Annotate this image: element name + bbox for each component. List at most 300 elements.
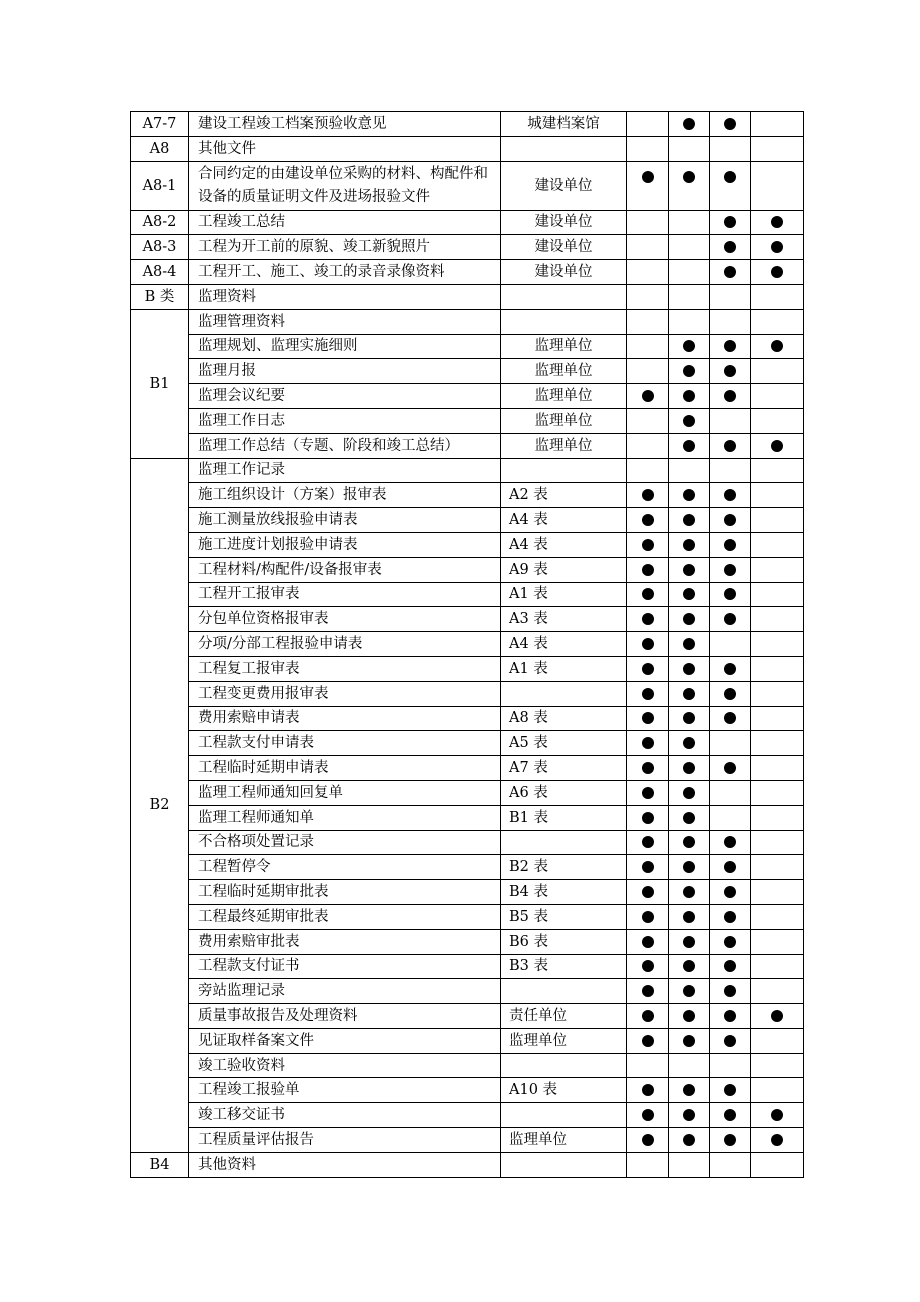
- table-row: [131, 607, 804, 632]
- filled-dot-icon: [724, 365, 736, 377]
- archive-mark-cell-2: [669, 656, 710, 681]
- filled-dot-icon: [642, 564, 654, 576]
- filled-dot-icon: [724, 1010, 736, 1022]
- table-row: [131, 954, 804, 979]
- filled-dot-icon: [683, 1010, 695, 1022]
- responsible-unit-cell: 城建档案馆: [501, 112, 627, 137]
- item-name-cell: 工程临时延期审批表: [189, 880, 501, 905]
- filled-dot-icon: [642, 712, 654, 724]
- archive-mark-cell-4: [751, 235, 804, 260]
- filled-dot-icon: [724, 762, 736, 774]
- archive-mark-cell-2: [669, 359, 710, 384]
- table-row: [131, 433, 804, 458]
- archive-mark-cell-3: [710, 756, 751, 781]
- archive-mark-cell-3: [710, 408, 751, 433]
- item-name-cell: 工程款支付证书: [189, 954, 501, 979]
- filled-dot-icon: [683, 836, 695, 848]
- item-name-cell: 工程开工、施工、竣工的录音录像资料: [189, 260, 501, 285]
- archive-mark-cell-3: [710, 532, 751, 557]
- archive-mark-cell-1: [627, 284, 669, 309]
- archive-mark-cell-4: [751, 830, 804, 855]
- filled-dot-icon: [642, 886, 654, 898]
- archive-mark-cell-4: [751, 632, 804, 657]
- archive-mark-cell-2: [669, 433, 710, 458]
- archive-mark-cell-2: [669, 929, 710, 954]
- archive-mark-cell-2: [669, 1028, 710, 1053]
- filled-dot-icon: [642, 588, 654, 600]
- responsible-unit-cell: A1 表: [501, 582, 627, 607]
- filled-dot-icon: [683, 539, 695, 551]
- responsible-unit-cell: 建设单位: [501, 161, 627, 210]
- archive-mark-cell-2: [669, 235, 710, 260]
- archive-mark-cell-2: [669, 458, 710, 483]
- filled-dot-icon: [724, 712, 736, 724]
- archive-mark-cell-4: [751, 855, 804, 880]
- responsible-unit-cell: 监理单位: [501, 359, 627, 384]
- archive-mark-cell-2: [669, 136, 710, 161]
- archive-mark-cell-1: [627, 830, 669, 855]
- table-row: [131, 929, 804, 954]
- archive-mark-cell-4: [751, 458, 804, 483]
- filled-dot-icon: [771, 241, 783, 253]
- archive-mark-cell-1: [627, 1028, 669, 1053]
- archive-mark-cell-3: [710, 805, 751, 830]
- archive-mark-cell-2: [669, 681, 710, 706]
- archive-mark-cell-1: [627, 136, 669, 161]
- table-row: [131, 359, 804, 384]
- filled-dot-icon: [771, 266, 783, 278]
- filled-dot-icon: [642, 1010, 654, 1022]
- filled-dot-icon: [683, 886, 695, 898]
- archive-mark-cell-1: [627, 855, 669, 880]
- archive-mark-cell-1: [627, 508, 669, 533]
- table-row: [131, 136, 804, 161]
- responsible-unit-cell: 监理单位: [501, 408, 627, 433]
- archive-mark-cell-2: [669, 731, 710, 756]
- archive-mark-cell-2: [669, 805, 710, 830]
- table-row: [131, 582, 804, 607]
- responsible-unit-cell: A9 表: [501, 557, 627, 582]
- item-name-cell: 费用索赔审批表: [189, 929, 501, 954]
- archive-mark-cell-1: [627, 1053, 669, 1078]
- archive-mark-cell-3: [710, 582, 751, 607]
- table-row: [131, 408, 804, 433]
- filled-dot-icon: [642, 960, 654, 972]
- filled-dot-icon: [642, 936, 654, 948]
- filled-dot-icon: [642, 737, 654, 749]
- archive-mark-cell-2: [669, 161, 710, 210]
- archive-mark-cell-3: [710, 780, 751, 805]
- filled-dot-icon: [724, 960, 736, 972]
- archive-mark-cell-2: [669, 855, 710, 880]
- archive-mark-cell-3: [710, 136, 751, 161]
- item-name-cell: 监理工作总结（专题、阶段和竣工总结）: [189, 433, 501, 458]
- item-name-cell: 监理管理资料: [189, 309, 501, 334]
- filled-dot-icon: [683, 613, 695, 625]
- archive-mark-cell-3: [710, 1128, 751, 1153]
- archive-mark-cell-1: [627, 483, 669, 508]
- item-code-cell: A8-3: [131, 235, 189, 260]
- archive-mark-cell-3: [710, 681, 751, 706]
- filled-dot-icon: [724, 588, 736, 600]
- item-name-cell: 工程质量评估报告: [189, 1128, 501, 1153]
- archive-mark-cell-3: [710, 1053, 751, 1078]
- filled-dot-icon: [724, 216, 736, 228]
- archive-mark-cell-1: [627, 904, 669, 929]
- archive-mark-cell-2: [669, 334, 710, 359]
- item-name-cell: 监理工作日志: [189, 408, 501, 433]
- archive-mark-cell-1: [627, 458, 669, 483]
- archive-mark-cell-1: [627, 359, 669, 384]
- table-row: [131, 681, 804, 706]
- item-name-cell: 旁站监理记录: [189, 979, 501, 1004]
- archive-mark-cell-4: [751, 681, 804, 706]
- filled-dot-icon: [724, 564, 736, 576]
- filled-dot-icon: [642, 663, 654, 675]
- responsible-unit-cell: 监理单位: [501, 384, 627, 409]
- archive-mark-cell-1: [627, 632, 669, 657]
- filled-dot-icon: [683, 787, 695, 799]
- responsible-unit-cell: [501, 284, 627, 309]
- archive-mark-cell-3: [710, 235, 751, 260]
- filled-dot-icon: [683, 985, 695, 997]
- archive-mark-cell-3: [710, 557, 751, 582]
- responsible-unit-cell: A2 表: [501, 483, 627, 508]
- table-row: [131, 210, 804, 235]
- responsible-unit-cell: [501, 1103, 627, 1128]
- filled-dot-icon: [724, 613, 736, 625]
- responsible-unit-cell: 责任单位: [501, 1004, 627, 1029]
- archive-mark-cell-2: [669, 284, 710, 309]
- filled-dot-icon: [642, 638, 654, 650]
- item-name-cell: 建设工程竣工档案预验收意见: [189, 112, 501, 137]
- item-code-cell: A8-4: [131, 260, 189, 285]
- item-name-cell: 工程款支付申请表: [189, 731, 501, 756]
- item-name-cell: 工程暂停令: [189, 855, 501, 880]
- filled-dot-icon: [642, 1109, 654, 1121]
- item-name-cell: 工程最终延期审批表: [189, 904, 501, 929]
- archive-mark-cell-4: [751, 1128, 804, 1153]
- filled-dot-icon: [724, 118, 736, 130]
- archive-mark-cell-1: [627, 1004, 669, 1029]
- archive-mark-cell-2: [669, 508, 710, 533]
- archive-mark-cell-4: [751, 260, 804, 285]
- responsible-unit-cell: [501, 979, 627, 1004]
- item-name-cell: 分项/分部工程报验申请表: [189, 632, 501, 657]
- filled-dot-icon: [724, 241, 736, 253]
- archive-mark-cell-3: [710, 483, 751, 508]
- archive-mark-cell-2: [669, 1053, 710, 1078]
- responsible-unit-cell: B1 表: [501, 805, 627, 830]
- archive-mark-cell-4: [751, 880, 804, 905]
- filled-dot-icon: [683, 737, 695, 749]
- archive-mark-cell-2: [669, 483, 710, 508]
- archive-mark-cell-3: [710, 731, 751, 756]
- archive-mark-cell-2: [669, 880, 710, 905]
- item-name-cell: 工程复工报审表: [189, 656, 501, 681]
- responsible-unit-cell: A5 表: [501, 731, 627, 756]
- filled-dot-icon: [683, 762, 695, 774]
- archive-mark-cell-4: [751, 756, 804, 781]
- archive-mark-cell-3: [710, 112, 751, 137]
- archive-mark-cell-4: [751, 309, 804, 334]
- archive-mark-cell-2: [669, 557, 710, 582]
- filled-dot-icon: [642, 812, 654, 824]
- archive-mark-cell-4: [751, 532, 804, 557]
- archive-mark-cell-3: [710, 880, 751, 905]
- table-row: [131, 731, 804, 756]
- responsible-unit-cell: A4 表: [501, 508, 627, 533]
- archive-mark-cell-1: [627, 706, 669, 731]
- archive-mark-cell-1: [627, 408, 669, 433]
- responsible-unit-cell: A4 表: [501, 532, 627, 557]
- filled-dot-icon: [724, 171, 736, 183]
- archive-mark-cell-1: [627, 656, 669, 681]
- archive-mark-cell-4: [751, 161, 804, 210]
- archive-mark-cell-2: [669, 1103, 710, 1128]
- item-code-cell: B4: [131, 1152, 189, 1177]
- filled-dot-icon: [642, 539, 654, 551]
- table-row: [131, 384, 804, 409]
- filled-dot-icon: [683, 390, 695, 402]
- table-row: [131, 309, 804, 334]
- filled-dot-icon: [683, 489, 695, 501]
- archive-mark-cell-4: [751, 508, 804, 533]
- filled-dot-icon: [724, 836, 736, 848]
- archive-mark-cell-2: [669, 309, 710, 334]
- responsible-unit-cell: A4 表: [501, 632, 627, 657]
- responsible-unit-cell: A8 表: [501, 706, 627, 731]
- archive-mark-cell-1: [627, 681, 669, 706]
- archive-mark-cell-3: [710, 210, 751, 235]
- filled-dot-icon: [724, 390, 736, 402]
- filled-dot-icon: [724, 886, 736, 898]
- filled-dot-icon: [642, 861, 654, 873]
- table-row: [131, 880, 804, 905]
- filled-dot-icon: [642, 489, 654, 501]
- filled-dot-icon: [724, 1084, 736, 1096]
- archive-mark-cell-1: [627, 880, 669, 905]
- archive-mark-cell-3: [710, 433, 751, 458]
- archive-mark-cell-3: [710, 1028, 751, 1053]
- filled-dot-icon: [683, 638, 695, 650]
- filled-dot-icon: [724, 489, 736, 501]
- archive-mark-cell-2: [669, 632, 710, 657]
- filled-dot-icon: [642, 514, 654, 526]
- responsible-unit-cell: A6 表: [501, 780, 627, 805]
- archive-mark-cell-4: [751, 210, 804, 235]
- filled-dot-icon: [642, 171, 654, 183]
- item-name-cell: 监理月报: [189, 359, 501, 384]
- archive-mark-cell-4: [751, 284, 804, 309]
- responsible-unit-cell: [501, 830, 627, 855]
- archive-mark-cell-4: [751, 483, 804, 508]
- archive-mark-cell-4: [751, 1152, 804, 1177]
- item-name-cell: 分包单位资格报审表: [189, 607, 501, 632]
- filled-dot-icon: [683, 514, 695, 526]
- filled-dot-icon: [771, 1134, 783, 1146]
- archive-mark-cell-2: [669, 260, 710, 285]
- table-row: [131, 1152, 804, 1177]
- table-row: [131, 830, 804, 855]
- responsible-unit-cell: A3 表: [501, 607, 627, 632]
- filled-dot-icon: [683, 812, 695, 824]
- archive-mark-cell-3: [710, 334, 751, 359]
- item-name-cell: 费用索赔申请表: [189, 706, 501, 731]
- archive-mark-cell-1: [627, 1078, 669, 1103]
- archive-mark-cell-3: [710, 359, 751, 384]
- filled-dot-icon: [642, 787, 654, 799]
- filled-dot-icon: [683, 415, 695, 427]
- responsible-unit-cell: A10 表: [501, 1078, 627, 1103]
- responsible-unit-cell: [501, 136, 627, 161]
- table-row: [131, 780, 804, 805]
- table-row: [131, 1128, 804, 1153]
- filled-dot-icon: [683, 340, 695, 352]
- filled-dot-icon: [642, 985, 654, 997]
- archive-mark-cell-2: [669, 408, 710, 433]
- archive-mark-cell-3: [710, 260, 751, 285]
- archive-mark-cell-3: [710, 904, 751, 929]
- archive-mark-cell-4: [751, 408, 804, 433]
- archive-mark-cell-4: [751, 929, 804, 954]
- archive-mark-cell-4: [751, 979, 804, 1004]
- item-name-cell: 合同约定的由建设单位采购的材料、构配件和设备的质量证明文件及进场报验文件: [189, 161, 501, 210]
- archive-mark-cell-3: [710, 1078, 751, 1103]
- archive-mark-cell-1: [627, 532, 669, 557]
- archive-mark-cell-1: [627, 235, 669, 260]
- item-name-cell: 监理工程师通知回复单: [189, 780, 501, 805]
- item-name-cell: 工程临时延期申请表: [189, 756, 501, 781]
- filled-dot-icon: [771, 1109, 783, 1121]
- archive-mark-cell-1: [627, 334, 669, 359]
- table-row: [131, 706, 804, 731]
- archive-mark-cell-4: [751, 112, 804, 137]
- filled-dot-icon: [724, 266, 736, 278]
- table-row: [131, 979, 804, 1004]
- table-row: [131, 235, 804, 260]
- archive-mark-cell-2: [669, 582, 710, 607]
- filled-dot-icon: [724, 936, 736, 948]
- filled-dot-icon: [683, 1084, 695, 1096]
- filled-dot-icon: [724, 663, 736, 675]
- archive-mark-cell-1: [627, 433, 669, 458]
- archive-mark-cell-1: [627, 112, 669, 137]
- responsible-unit-cell: B4 表: [501, 880, 627, 905]
- table-row: [131, 334, 804, 359]
- filled-dot-icon: [683, 936, 695, 948]
- archive-mark-cell-4: [751, 1004, 804, 1029]
- responsible-unit-cell: 监理单位: [501, 1128, 627, 1153]
- filled-dot-icon: [683, 861, 695, 873]
- filled-dot-icon: [642, 613, 654, 625]
- filled-dot-icon: [724, 539, 736, 551]
- archive-mark-cell-1: [627, 210, 669, 235]
- table-row: [131, 1004, 804, 1029]
- archive-mark-cell-2: [669, 1128, 710, 1153]
- item-name-cell: 工程开工报审表: [189, 582, 501, 607]
- filled-dot-icon: [642, 1134, 654, 1146]
- filled-dot-icon: [771, 440, 783, 452]
- archive-mark-cell-3: [710, 458, 751, 483]
- filled-dot-icon: [724, 911, 736, 923]
- filled-dot-icon: [683, 1109, 695, 1121]
- responsible-unit-cell: A1 表: [501, 656, 627, 681]
- archive-mark-cell-1: [627, 780, 669, 805]
- filled-dot-icon: [642, 911, 654, 923]
- archive-mark-cell-4: [751, 1103, 804, 1128]
- archive-mark-cell-3: [710, 632, 751, 657]
- filled-dot-icon: [683, 365, 695, 377]
- archive-table: [130, 111, 804, 1178]
- responsible-unit-cell: 监理单位: [501, 334, 627, 359]
- table-row: [131, 632, 804, 657]
- archive-mark-cell-4: [751, 607, 804, 632]
- archive-mark-cell-1: [627, 582, 669, 607]
- item-name-cell: 竣工移交证书: [189, 1103, 501, 1128]
- archive-mark-cell-2: [669, 607, 710, 632]
- filled-dot-icon: [771, 1010, 783, 1022]
- archive-mark-cell-3: [710, 309, 751, 334]
- archive-mark-cell-3: [710, 384, 751, 409]
- archive-mark-cell-1: [627, 731, 669, 756]
- archive-mark-cell-4: [751, 359, 804, 384]
- archive-mark-cell-3: [710, 979, 751, 1004]
- table-row: [131, 557, 804, 582]
- archive-mark-cell-1: [627, 260, 669, 285]
- item-code-cell: A7-7: [131, 112, 189, 137]
- item-name-cell: 施工进度计划报验申请表: [189, 532, 501, 557]
- table-row: [131, 1103, 804, 1128]
- archive-mark-cell-3: [710, 607, 751, 632]
- archive-mark-cell-3: [710, 830, 751, 855]
- filled-dot-icon: [683, 588, 695, 600]
- table-row: [131, 805, 804, 830]
- item-name-cell: 见证取样备案文件: [189, 1028, 501, 1053]
- item-name-cell: 监理规划、监理实施细则: [189, 334, 501, 359]
- table-row: [131, 483, 804, 508]
- archive-mark-cell-2: [669, 706, 710, 731]
- item-name-cell: 监理工作记录: [189, 458, 501, 483]
- responsible-unit-cell: 建设单位: [501, 235, 627, 260]
- archive-mark-cell-4: [751, 334, 804, 359]
- filled-dot-icon: [683, 688, 695, 700]
- archive-mark-cell-3: [710, 508, 751, 533]
- table-row: [131, 508, 804, 533]
- archive-mark-cell-1: [627, 384, 669, 409]
- archive-mark-cell-1: [627, 1152, 669, 1177]
- table-row: [131, 1078, 804, 1103]
- item-name-cell: 工程材料/构配件/设备报审表: [189, 557, 501, 582]
- responsible-unit-cell: [501, 309, 627, 334]
- responsible-unit-cell: A7 表: [501, 756, 627, 781]
- table-row: [131, 756, 804, 781]
- archive-mark-cell-2: [669, 112, 710, 137]
- item-code-cell: B 类: [131, 284, 189, 309]
- archive-mark-cell-3: [710, 284, 751, 309]
- archive-mark-cell-2: [669, 1152, 710, 1177]
- item-code-cell: A8-1: [131, 161, 189, 210]
- archive-mark-cell-4: [751, 582, 804, 607]
- table-row: [131, 532, 804, 557]
- responsible-unit-cell: 监理单位: [501, 433, 627, 458]
- filled-dot-icon: [683, 118, 695, 130]
- filled-dot-icon: [724, 688, 736, 700]
- table-row: [131, 112, 804, 137]
- filled-dot-icon: [642, 1035, 654, 1047]
- archive-mark-cell-2: [669, 1004, 710, 1029]
- archive-mark-cell-4: [751, 1053, 804, 1078]
